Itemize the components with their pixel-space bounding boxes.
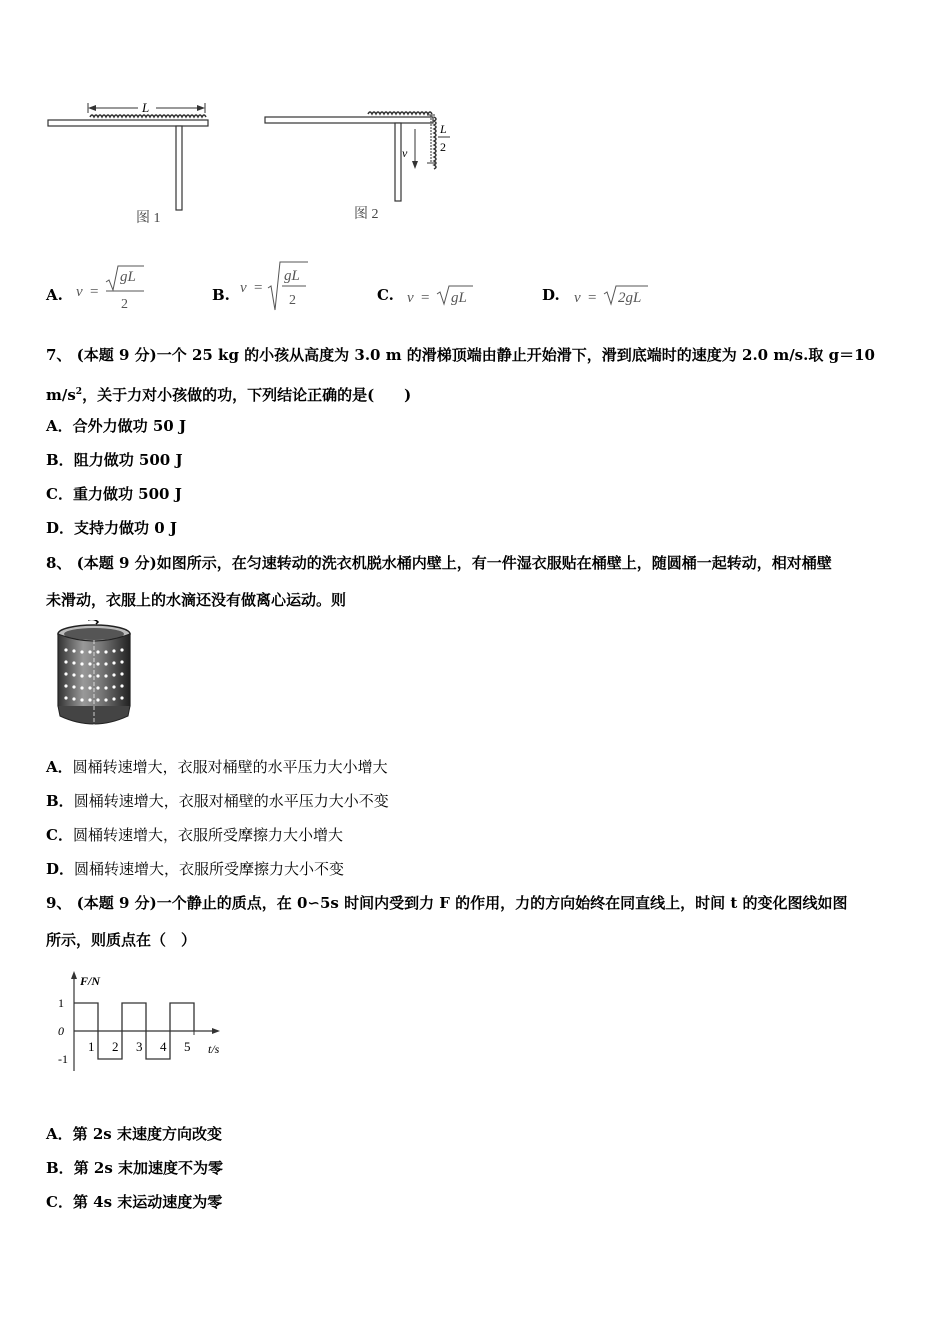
x-tick-label: 1 — [88, 1039, 95, 1054]
option-letter: B. — [212, 286, 230, 304]
y-tick-label: 0 — [58, 1024, 64, 1038]
q7-option-a[interactable]: A．合外力做功 50 J — [46, 417, 187, 435]
fig1-caption: 图 1 — [136, 211, 161, 226]
option-letter: A. — [46, 286, 63, 304]
q6-option-a[interactable] — [46, 258, 166, 318]
svg-text:gL: gL — [284, 268, 300, 284]
x-axis-label: t/s — [208, 1042, 220, 1056]
svg-text:gL: gL — [451, 290, 467, 306]
q6-option-d[interactable] — [542, 258, 672, 318]
formula-sqrt-2gl — [570, 258, 680, 318]
q8-option-c[interactable]: C．圆桶转速增大，衣服所受摩擦力大小增大 — [46, 826, 343, 844]
svg-text:=: = — [90, 284, 99, 300]
q9-option-a[interactable]: A．第 2s 末速度方向改变 — [46, 1125, 222, 1143]
q7-option-d[interactable]: D．支持力做功 0 J — [46, 519, 177, 537]
q9-stem-line2: 所示，则质点在（ ） — [46, 931, 197, 949]
formula-sqrt-gl-over-2 — [74, 258, 174, 318]
washing-drum-image — [50, 620, 140, 732]
svg-text:v: v — [76, 284, 83, 300]
q8-option-a[interactable]: A．圆桶转速增大，衣服对桶壁的水平压力大小增大 — [46, 758, 388, 776]
y-tick-label: 1 — [58, 996, 64, 1010]
svg-text:2: 2 — [289, 293, 296, 308]
x-tick-label: 3 — [136, 1039, 143, 1054]
option-letter: D. — [542, 286, 560, 304]
svg-text:v: v — [574, 290, 581, 306]
x-axis-arrow — [212, 1028, 220, 1034]
y-axis-label: F/N — [80, 974, 101, 988]
fig1-length-label: L — [142, 100, 150, 115]
x-tick-label: 2 — [112, 1039, 119, 1054]
y-axis-arrow — [71, 971, 77, 979]
fig2-v-label: v — [402, 146, 408, 160]
fig2-dim-num: L — [440, 122, 447, 136]
svg-text:=: = — [421, 290, 430, 306]
q6-option-b[interactable] — [212, 258, 332, 318]
q8-option-d[interactable]: D．圆桶转速增大，衣服所受摩擦力大小不变 — [46, 860, 345, 878]
q8-stem-line1: 8、 (本题 9 分)如图所示，在匀速转动的洗衣机脱水桶内壁上，有一件湿衣服贴在桶壁上，随圆桶一起转动，相对桶壁 — [46, 554, 832, 572]
fig1-table-leg — [176, 126, 182, 210]
svg-text:gL: gL — [120, 269, 136, 285]
fig2-dim-den: 2 — [440, 140, 446, 154]
formula-sqrt-gl-over-2 — [238, 258, 338, 318]
fig1-rope — [90, 115, 206, 117]
q8-option-b[interactable]: B．圆桶转速增大，衣服对桶壁的水平压力大小不变 — [46, 792, 389, 810]
q9-stem-line1: 9、 (本题 9 分)一个静止的质点，在 0∽5s 时间内受到力 F 的作用，力的方向始终在同直线上，时间 t 的变化图线如图 — [46, 894, 848, 912]
option-letter: C. — [377, 286, 394, 304]
svg-text:=: = — [254, 280, 263, 296]
rope-figure — [40, 95, 460, 235]
force-time-chart — [46, 965, 236, 1100]
fig1-table — [48, 120, 208, 126]
svg-text:2: 2 — [121, 297, 128, 312]
x-tick-label: 4 — [160, 1039, 167, 1054]
q7-stem-line2: $m/s^2$，关于力对小孩做的功，下列结论正确的是( ) — [46, 386, 412, 404]
fig2-velocity-arrow — [412, 129, 418, 169]
q9-option-c[interactable]: C．第 4s 末运动速度为零 — [46, 1193, 223, 1211]
y-tick-label: -1 — [58, 1052, 68, 1066]
fig2-table-leg — [395, 123, 401, 201]
fig2-table — [265, 117, 433, 123]
q6-option-c[interactable] — [377, 258, 497, 318]
svg-text:v: v — [407, 290, 414, 306]
x-tick-label: 5 — [184, 1039, 191, 1054]
formula-sqrt-gl — [405, 258, 505, 318]
q8-stem-line2: 未滑动，衣服上的水滴还没有做离心运动。则 — [46, 591, 347, 609]
q7-option-b[interactable]: B．阻力做功 500 J — [46, 451, 183, 469]
svg-text:=: = — [588, 290, 597, 306]
fig2-caption: 图 2 — [354, 207, 379, 222]
q9-option-b[interactable]: B．第 2s 末加速度不为零 — [46, 1159, 224, 1177]
svg-text:2gL: 2gL — [618, 290, 642, 306]
q7-option-c[interactable]: C．重力做功 500 J — [46, 485, 182, 503]
svg-text:v: v — [240, 280, 247, 296]
q7-stem-line1: 7、 (本题 9 分)一个 25 kg 的小孩从高度为 3.0 m 的滑梯顶端由静止开始滑下，滑到底端时的速度为 2.0 m/s.取 g＝10 — [46, 346, 875, 364]
